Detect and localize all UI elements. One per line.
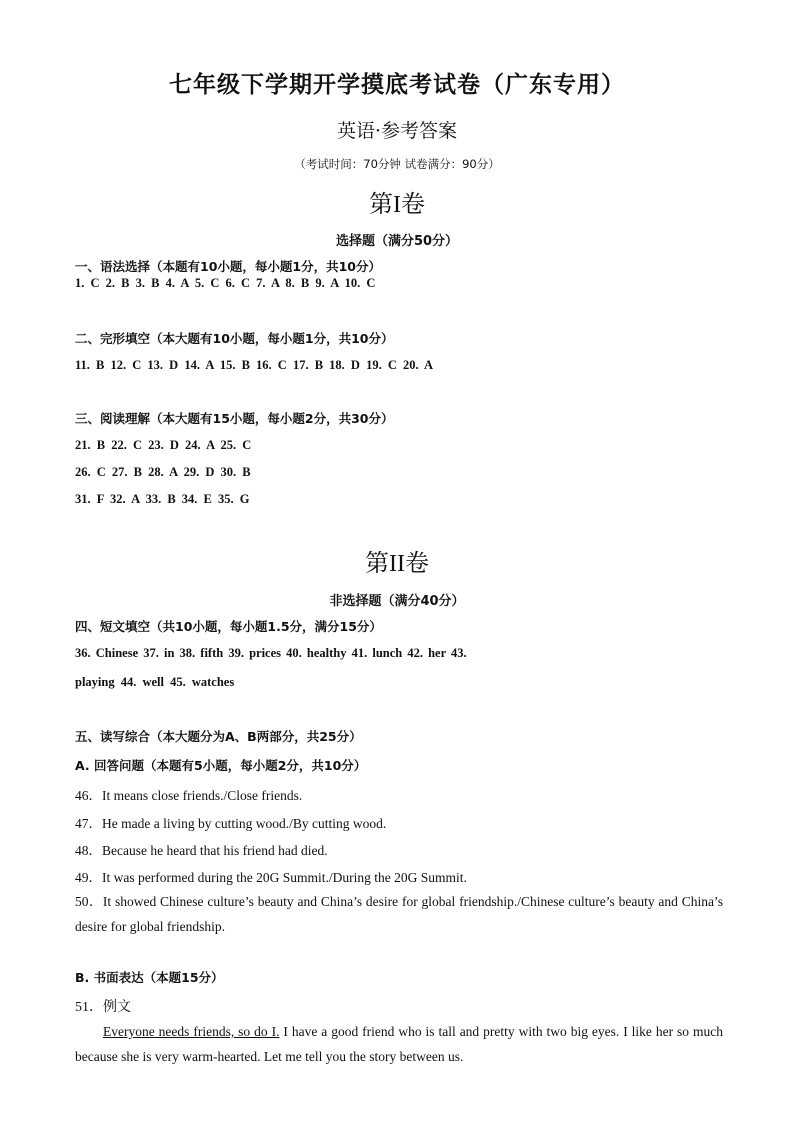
- essay-label: 51．例文: [75, 1000, 131, 1015]
- section4-title: 四、短文填空（共10小题，每小题1.5分，满分15分）: [75, 619, 382, 634]
- answer-46: 46．It means close friends./Close friends.: [75, 788, 303, 803]
- page-subtitle: 英语·参考答案: [336, 120, 458, 142]
- part2-label: 第II卷: [365, 551, 429, 577]
- section5-partA-title: A. 回答问题（本题有5小题，每小题2分，共10分）: [75, 758, 367, 773]
- section5-partB-title: B. 书面表达（本题15分）: [75, 970, 224, 985]
- section4-answers-row2: playing 44. well 45. watches: [75, 675, 235, 689]
- part2-heading: 非选择题（满分40分）: [329, 594, 465, 609]
- section3-answers-row1: 21. B 22. C 23. D 24. A 25. C: [75, 438, 252, 452]
- part1-heading: 选择题（满分50分）: [335, 234, 459, 249]
- section2-title: 二、完形填空（本大题有10小题，每小题1分，共10分）: [75, 331, 394, 346]
- section4-answers-row1: 36. Chinese 37. in 38. fifth 39. prices 40. healthy 41. lunch 42. her 43.: [75, 646, 467, 660]
- essay-paragraph: [75, 1019, 723, 1069]
- section1-answers: 1. C 2. B 3. B 4. A 5. C 6. C 7. A 8. B 9. A 10. C: [75, 276, 376, 290]
- answer-50: 50．It showed Chinese culture’s beauty and China’s desire for global friendship./Chinese culture’s beauty and China’s desire for global friendship.: [75, 894, 723, 934]
- section1-title: 一、语法选择（本题有10小题，每小题1分，共10分）: [75, 259, 381, 274]
- section3-title: 三、阅读理解（本大题有15小题，每小题2分，共30分）: [75, 411, 394, 426]
- section3-answers-row2: 26. C 27. B 28. A 29. D 30. B: [75, 465, 251, 479]
- part1-label: 第I卷: [369, 192, 425, 218]
- answer-48: 48．Because he heard that his friend had died.: [75, 843, 328, 858]
- page-title: 七年级下学期开学摸底考试卷（广东专用）: [169, 72, 625, 98]
- essay-underlined-sentence: Everyone needs friends, so do I.: [103, 1024, 280, 1039]
- essay-rest: I have a good friend who is tall and pretty with two big eyes. I like her so much because she is very warm-hearted. Let me tell you the story between us.: [75, 1024, 723, 1064]
- section5-title: 五、读写综合（本大题分为A、B两部分，共25分）: [75, 729, 362, 744]
- answer-47: 47．He made a living by cutting wood./By cutting wood.: [75, 816, 387, 831]
- section3-answers-row3: 31. F 32. A 33. B 34. E 35. G: [75, 492, 250, 506]
- section2-answers: 11. B 12. C 13. D 14. A 15. B 16. C 17. B 18. D 19. C 20. A: [75, 358, 434, 372]
- answer-49: 49．It was performed during the 20G Summit./During the 20G Summit.: [75, 870, 467, 885]
- exam-note: （考试时间：70分钟 试卷满分：90分）: [294, 157, 500, 171]
